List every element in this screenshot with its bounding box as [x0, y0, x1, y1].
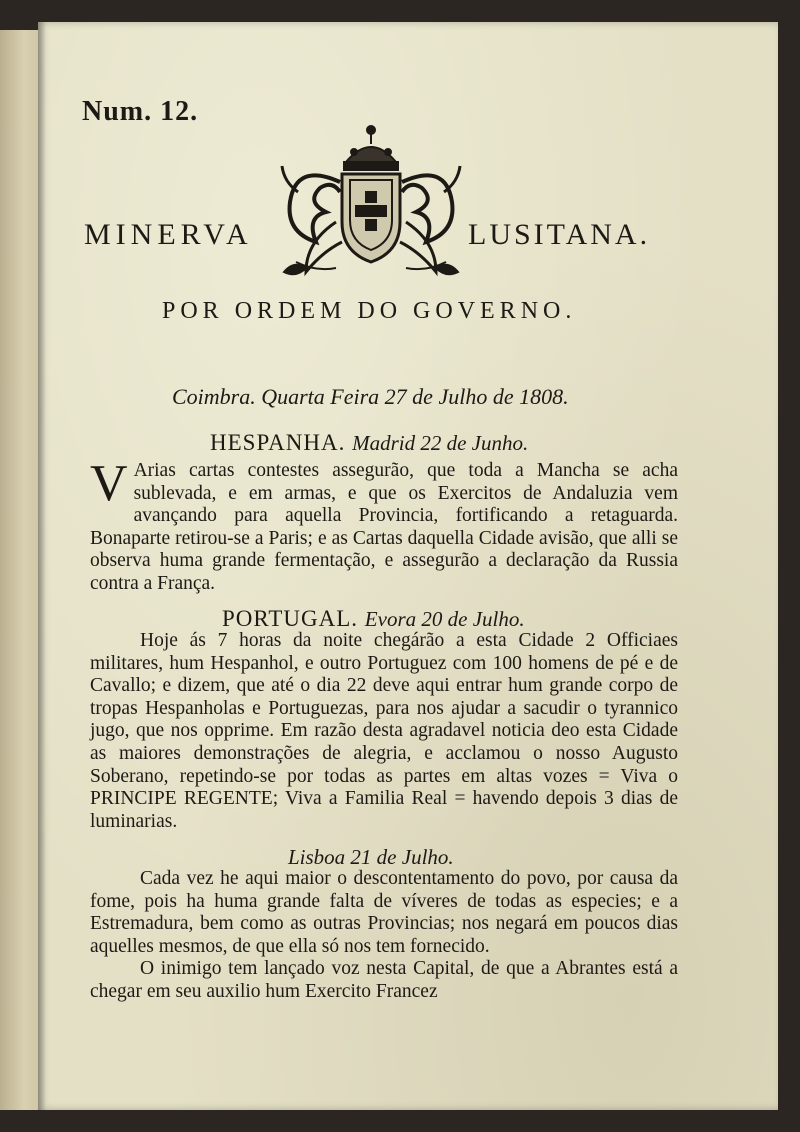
- section-place-date: Madrid 22 de Junho.: [352, 431, 529, 455]
- issue-dateline: Coimbra. Quarta Feira 27 de Julho de 1808.: [172, 384, 569, 409]
- section-place-date: Evora 20 de Julho.: [364, 607, 525, 631]
- masthead-subtitle: POR ORDEM DO GOVERNO.: [162, 298, 577, 324]
- masthead-left: MINERVA: [84, 218, 253, 251]
- article-portugal: [90, 630, 678, 833]
- section-place-date: Lisboa 21 de Julho.: [288, 845, 454, 869]
- section-title: PORTUGAL.: [222, 606, 359, 631]
- masthead-right: LUSITANA.: [468, 218, 651, 251]
- article-paragraph: Cada vez he aqui maior o descontentamento do povo, por causa da fome, pois ha huma grande falta de víveres de todas as especies; e a Estremadura, bem como as outras Provincias; nos negará em poucos dias aquelles mesmos, de que ella só nos tem fornecido.: [90, 868, 678, 957]
- article-paragraph: O inimigo tem lançado voz nesta Capital, de que a Abrantes está a chegar em seu auxilio hum Exercito Francez: [90, 958, 678, 1002]
- section-heading-portugal: [222, 606, 525, 632]
- section-heading-hespanha: [210, 430, 528, 456]
- article-paragraph: Arias cartas contestes assegurão, que toda a Mancha se acha sublevada, e em armas, e que os Exercitos de Andaluzia vem avançando para aquella Provincia, fortificando a retaguarda. Bonaparte retirou-se a Paris; e as Cartas daquella Cidade avisão, que alli se observa huma grande fermentação, e assegurão a declaração da Russia contra a França.: [90, 460, 678, 594]
- facing-page-edge: [0, 30, 40, 1110]
- section-heading-lisboa: [288, 844, 454, 870]
- issue-number: Num. 12.: [82, 96, 199, 127]
- newspaper-page: [38, 22, 778, 1110]
- drop-cap: V: [90, 455, 128, 512]
- article-paragraph: Hoje ás 7 horas da noite chegárão a esta Cidade 2 Officiaes militares, hum Hespanhol, e outro Portuguez com 100 homens de pé e de Cavallo; e dizem, que até o dia 22 deve aqui entrar hum grande corpo de tropas Hespanholas e Portuguezas, para nos ajudar a sacudir o tyrannico jugo, que nos opprime. Em razão desta agradavel noticia deo esta Cidade as maiores demonstrações de alegria, e acclamou o nosso Augusto Soberano, repetindo-se por todas as partes em altas vozes = Viva o PRINCIPE REGENTE; Viva a Familia Real = havendo depois 3 dias de luminarias.: [90, 630, 678, 832]
- section-title: HESPANHA.: [210, 430, 346, 455]
- article-lisboa: [90, 868, 678, 1004]
- article-hespanha: [90, 455, 678, 596]
- royal-arms-crest-icon: [276, 122, 466, 290]
- page-gutter-shadow: [38, 22, 46, 1110]
